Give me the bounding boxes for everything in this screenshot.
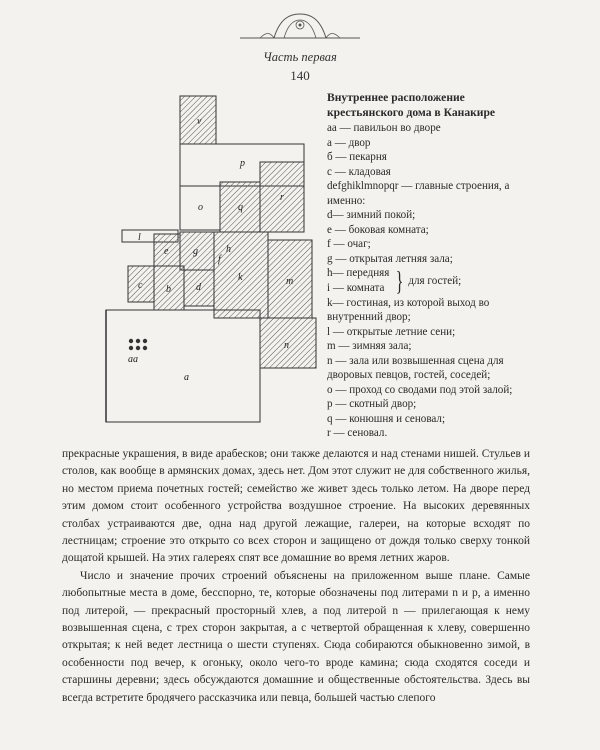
courtyard-a — [106, 310, 260, 422]
legend-title: Внутреннее расположение крестьянского дома в Канакире — [327, 91, 496, 119]
legend-item: а — двор — [327, 136, 371, 149]
legend-item: k— гостиная, из которой выход во внутренний двор; — [327, 296, 490, 324]
legend-item: f — очаг; — [327, 238, 371, 251]
legend-brace-group — [327, 266, 537, 295]
label-p: p — [240, 158, 245, 169]
legend-item: d— зимний покой; — [327, 209, 416, 222]
body-text — [62, 446, 530, 707]
label-aa: aa — [128, 354, 138, 365]
legend-item: n — зала или возвышенная сцена для дворовых певцов, гостей, соседей; — [327, 354, 504, 382]
legend-item: i — комната — [327, 282, 385, 295]
plan-legend — [327, 91, 537, 441]
legend-item: aa — павильон во дворе — [327, 122, 441, 134]
legend-item: h— передняя — [327, 267, 390, 280]
house-floor-plan — [100, 90, 320, 430]
label-r: r — [280, 192, 284, 203]
legend-item: б — пекарня — [327, 151, 387, 164]
label-c: c — [138, 280, 143, 291]
label-g: g — [193, 246, 198, 257]
legend-item: с — кладовая — [327, 165, 391, 178]
label-b: b — [166, 284, 171, 295]
legend-item: g — открытая летняя зала; — [327, 252, 453, 265]
paragraph: прекрасные украшения, в виде арабесков; они также делаются и над стенами нишей. Стульев и столов, как вообще в армянских домах, здесь нет. Дом этот служит не для собственного жилья, но местом приема почетных гостей; семейство же живет здесь только летом. На дворе перед этим домом стоит особенного устройства воздушное строение. На высоких деревянных столбах устраиваются две, одна над другой лежащие, галереи, на которые всходят по лестницам; строение это открыто со всех сторон и защищено от дождя только сверху тонкой дощатой крышей. На этих галереях спят все домашние во время летних жаров. — [62, 448, 530, 565]
label-e: e — [164, 246, 169, 257]
label-v: v — [197, 116, 202, 127]
label-m: m — [286, 276, 294, 287]
legend-item: q — конюшня и сеновал; — [327, 412, 446, 425]
label-f: f — [218, 254, 221, 265]
label-o: o — [198, 202, 203, 213]
legend-item: r — сеновал. — [327, 427, 388, 440]
label-d: d — [196, 282, 201, 293]
label-k: k — [238, 272, 243, 283]
label-h: h — [226, 244, 231, 255]
paragraph: Число и значение прочих строений объяснены на приложенном выше плане. Самые любопытные места в доме, бесспорно, те, которые обозначены под литерами n и p, а именно под литерой, — прекрасный просторный хлев, а под литерой n — прилегающая к нему возвышенная сцена, с трех сторон закрытая, а с четвертой обращенная к хлеву, совершенно открытая; к ней ведет лестница о шести ступенях. Сюда собираются обыкновенно зимой, в особенности под вечер, к огоньку, около чего-то вроде камина; сюда сходятся соседи и старшины деревни; здесь обсуждаются домашние и общественные обстоятельства. Здесь вы всегда встретите бродячего рассказчика или певца, большей частью слепого — [62, 569, 530, 704]
label-q: q — [238, 202, 243, 213]
legend-item: p — скотный двор; — [327, 398, 417, 411]
legend-item: l — открытые летние сени; — [327, 325, 456, 338]
page-number: 140 — [290, 68, 310, 83]
header-ornament — [240, 8, 360, 42]
legend-item: для гостей; — [408, 274, 462, 287]
label-a: a — [184, 372, 189, 383]
brace-glyph: } — [395, 265, 404, 296]
label-n: n — [284, 340, 289, 351]
legend-item: m — зимняя зала; — [327, 340, 412, 353]
legend-item: defghiklmnopqr — главные строения, а именно: — [327, 180, 510, 207]
label-l: l — [138, 232, 141, 243]
pavilion-aa — [129, 339, 147, 350]
section-title: Часть первая — [263, 50, 337, 64]
legend-item: o — проход со сводами под этой залой; — [327, 383, 513, 396]
legend-item: e — боковая комната; — [327, 223, 429, 236]
